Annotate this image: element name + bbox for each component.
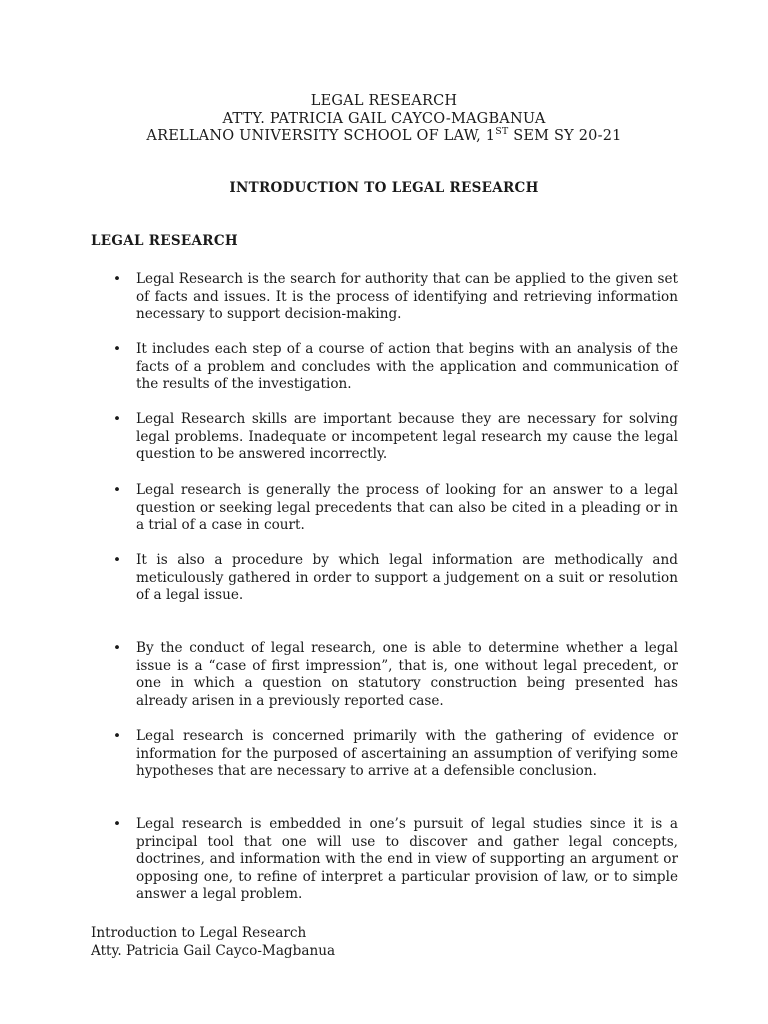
semester-text: SEM SY 20-21 bbox=[508, 128, 622, 144]
document-title: INTRODUCTION TO LEGAL RESEARCH bbox=[229, 180, 539, 196]
bullet-item bbox=[113, 816, 678, 904]
bullet-text: By the conduct of legal research, one is able to determine whether a legal issue is a “case of first impression”, that is, one without legal precedent, or one in which a question on statutory construction being presented has already arisen in a previously reported case. bbox=[136, 640, 678, 709]
bullet-item bbox=[113, 552, 678, 605]
ordinal-suffix: ST bbox=[495, 126, 509, 137]
bullet-marker: • bbox=[113, 482, 122, 498]
bullet-marker: • bbox=[113, 640, 122, 656]
bullet-item bbox=[113, 728, 678, 781]
bullet-text: Legal research is concerned primarily with the gathering of evidence or information for the purposed of ascertaining an assumption of verifying some hypotheses that are necessary to arrive at a defensible conclusion. bbox=[136, 728, 678, 780]
bullet-marker: • bbox=[113, 816, 122, 832]
bullet-marker: • bbox=[113, 341, 122, 357]
bullet-text: Legal Research skills are important because they are necessary for solving legal problems. Inadequate or incompetent legal research my cause the legal question to be answered incorrectly. bbox=[136, 411, 678, 463]
bullet-text: Legal Research is the search for authority that can be applied to the given set of facts and issues. It is the process of identifying and retrieving information necessary to support decision-making. bbox=[136, 271, 678, 323]
bullet-text: It is also a procedure by which legal information are methodically and meticulously gathered in order to support a judgement on a suit or resolution of a legal issue. bbox=[136, 552, 678, 604]
footer-author: Atty. Patricia Gail Cayco-Magbanua bbox=[91, 943, 336, 959]
bullet-item bbox=[113, 411, 678, 464]
section-heading: LEGAL RESEARCH bbox=[91, 233, 238, 249]
footer-title: Introduction to Legal Research bbox=[91, 925, 307, 941]
bullet-item bbox=[113, 341, 678, 394]
bullet-text: Legal research is embedded in one’s pursuit of legal studies since it is a principal tool that one will use to discover and gather legal concepts, doctrines, and information with the end in view of supporting an argument or opposing one, to refine of interpret a particular provision of law, or to simple answer a legal problem. bbox=[136, 816, 678, 903]
bullet-item bbox=[113, 482, 678, 535]
bullet-marker: • bbox=[113, 411, 122, 427]
bullet-text: It includes each step of a course of action that begins with an analysis of the facts of a problem and concludes with the application and communication of the results of the investigation. bbox=[136, 341, 678, 393]
course-title: LEGAL RESEARCH bbox=[310, 93, 458, 109]
document-footer bbox=[91, 924, 335, 960]
document-header bbox=[0, 93, 768, 146]
bullet-marker: • bbox=[113, 728, 122, 744]
bullet-item bbox=[113, 640, 678, 710]
bullet-marker: • bbox=[113, 552, 122, 568]
author-name: ATTY. PATRICIA GAIL CAYCO-MAGBANUA bbox=[222, 110, 546, 127]
institution-text: ARELLANO UNIVERSITY SCHOOL OF LAW, 1 bbox=[146, 128, 496, 144]
bullet-text: Legal research is generally the process of looking for an answer to a legal question or seeking legal precedents that can also be cited in a pleading or in a trial of a case in court. bbox=[136, 482, 678, 534]
bullet-marker: • bbox=[113, 271, 122, 287]
institution-line bbox=[0, 128, 768, 146]
bullet-item bbox=[113, 271, 678, 324]
